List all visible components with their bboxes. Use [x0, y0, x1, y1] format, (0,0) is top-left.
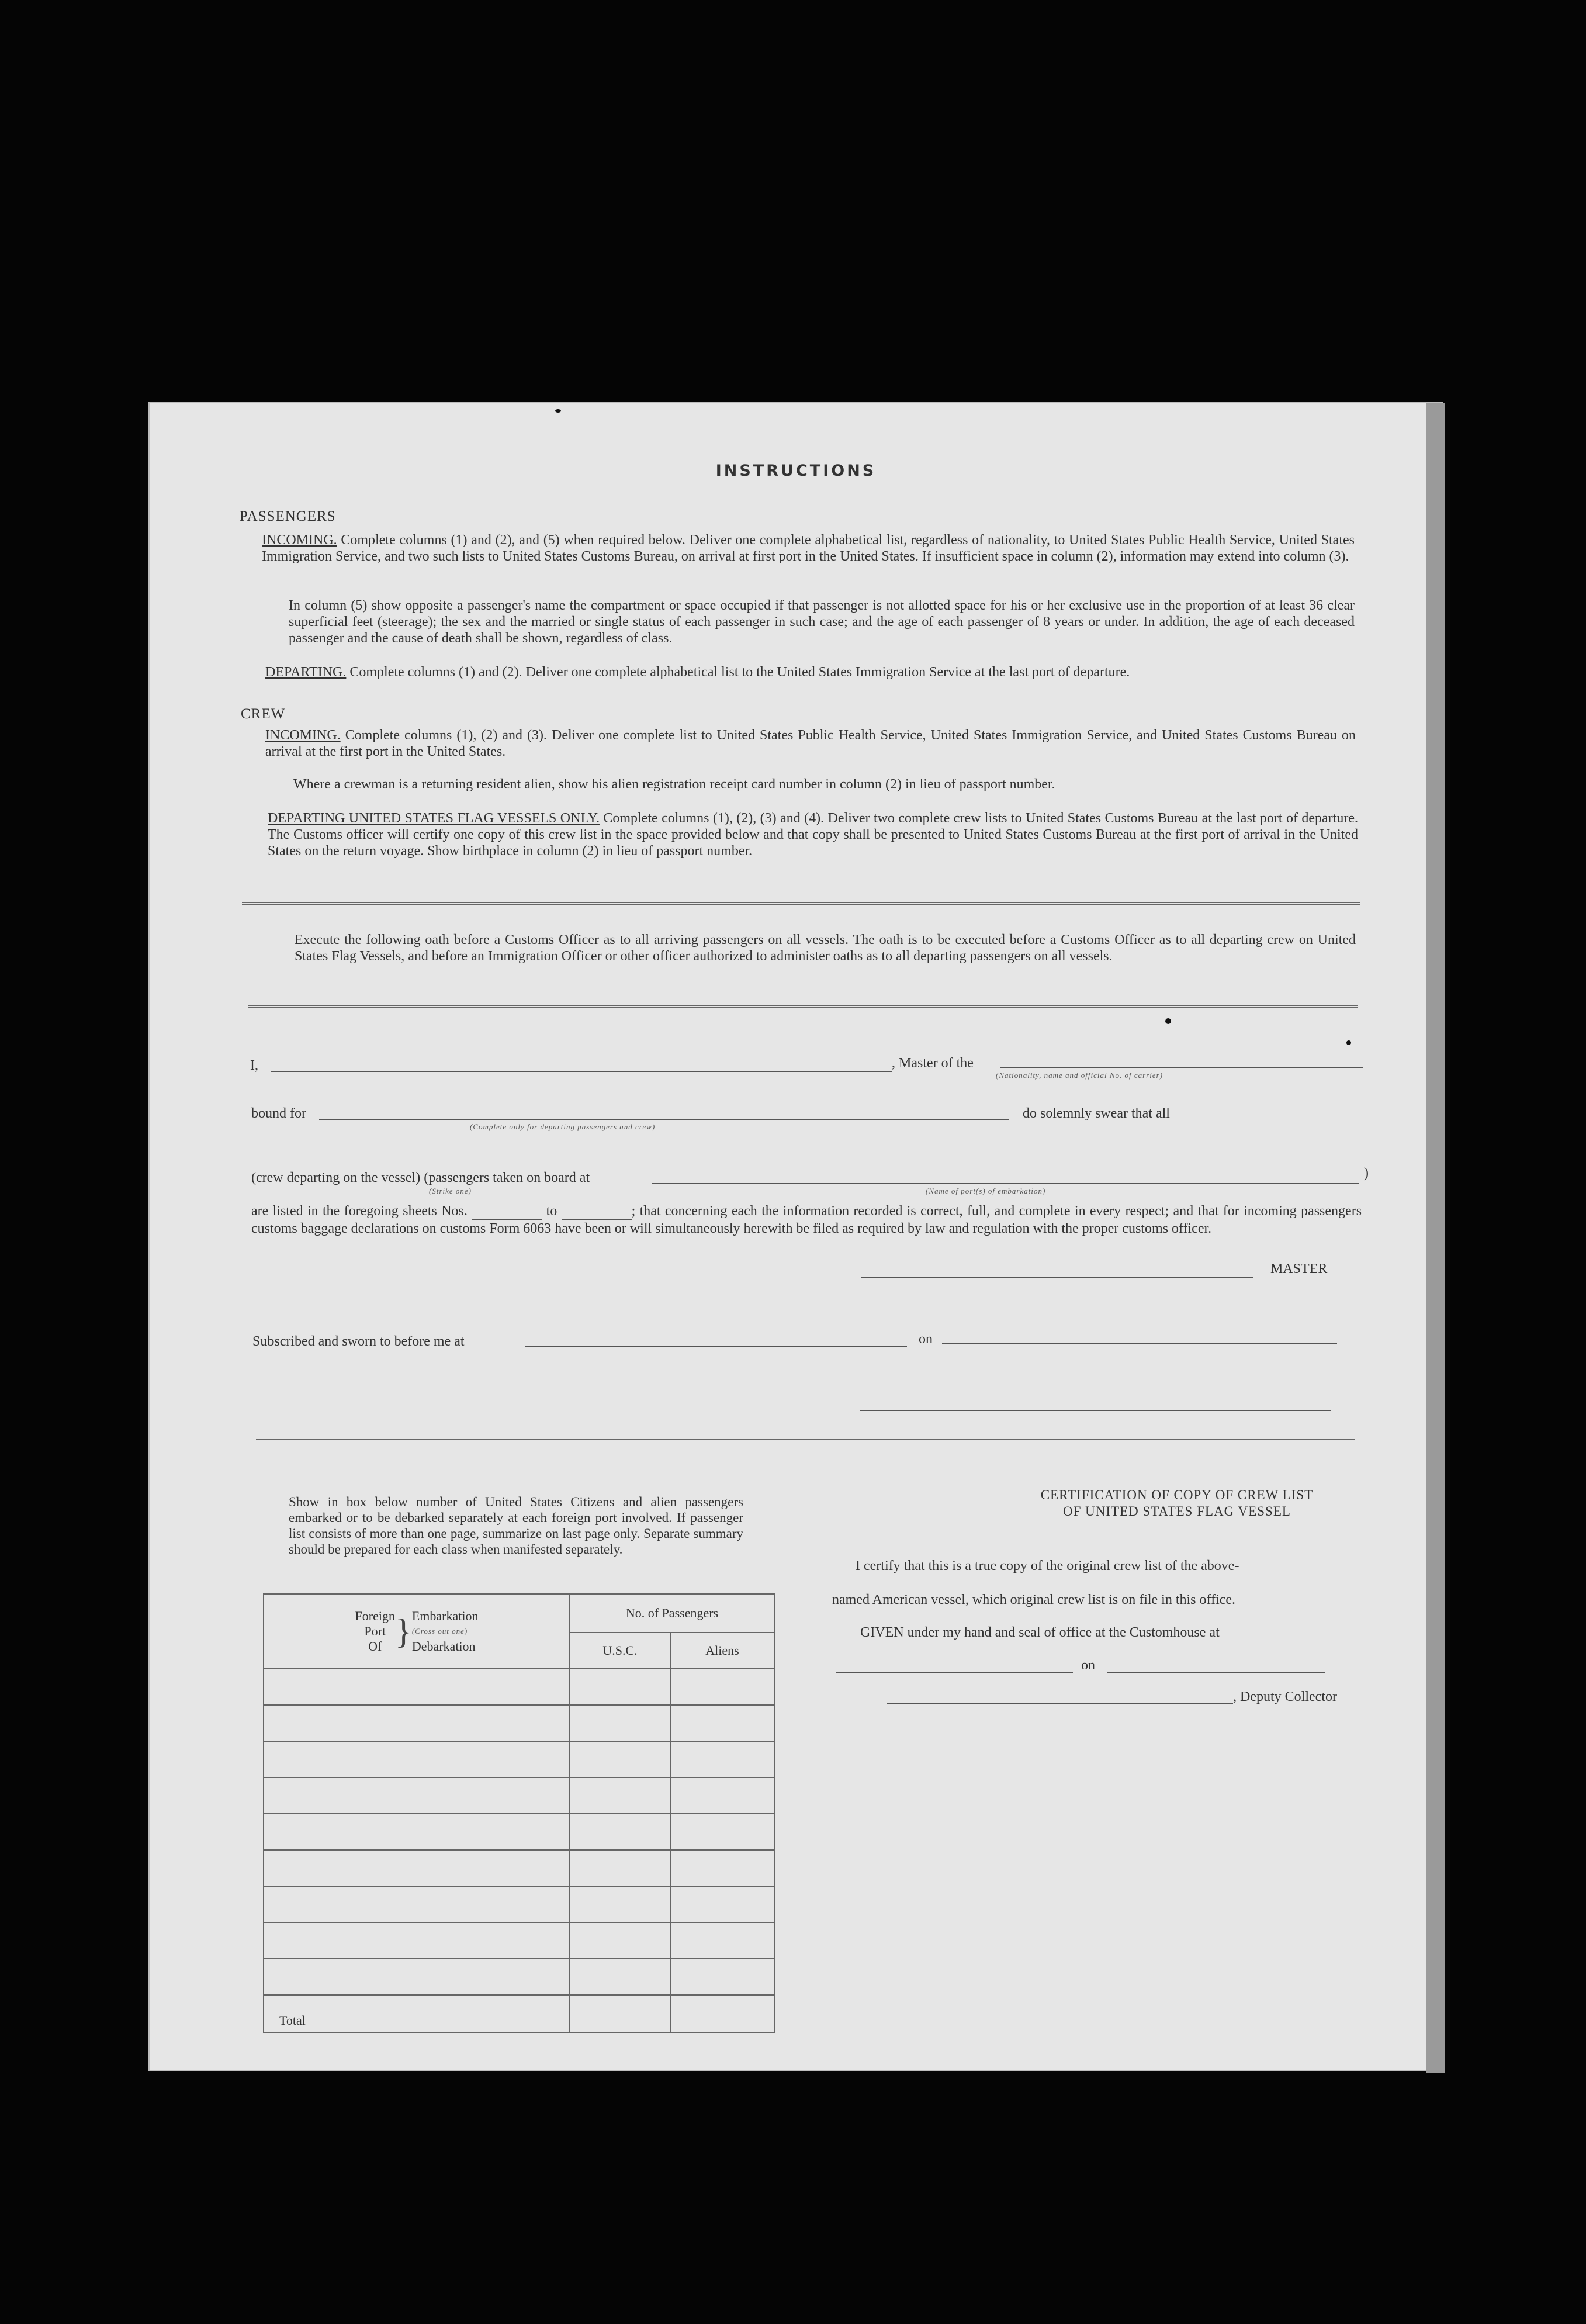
passengers-column5-paragraph: In column (5) show opposite a passenger's name the compartment or space occupied if that passenger is not allotted space for his or her exclusive use in the proportion of at least 36 clear superficial feet (steerage); the sex and the married or single status of each passenger in such case; and the age of each passenger of 8 years or under. In addition, the age of each deceased passenger and the cause of death shall be shown, regardless of class. — [289, 598, 1355, 646]
carrier-field[interactable] — [1000, 1067, 1363, 1068]
concerning-text: ; that concerning each the information recorded is correct, full, and complete in every respect; and that for incoming passengers customs baggage declarations on customs Form 6063 have been or will simultaneously herewith be filed as required by law and regulation with the proper customs officer. — [251, 1204, 1362, 1236]
usc-cell[interactable] — [570, 1669, 670, 1705]
embark-debark-label — [412, 1609, 479, 1654]
aliens-cell[interactable] — [670, 1814, 774, 1850]
usc-cell[interactable] — [570, 1959, 670, 1995]
crew-departing-text: Complete columns (1), (2), (3) and (4). Deliver two complete crew lists to United States Customs Bureau at the last port of departure. The Customs officer will certify one copy of this crew list in the space provided below and that copy shall be presented to United States Customs Bureau at the first port of arrival in the United States on the return voyage. Show birthplace in column (2) in lieu of passport number. — [268, 811, 1358, 859]
port-cell[interactable] — [264, 1922, 570, 1959]
sheet-to-field[interactable] — [562, 1203, 632, 1220]
listed-text: are listed in the foregoing sheets Nos. — [251, 1204, 468, 1219]
certification-heading-line-2: OF UNITED STATES FLAG VESSEL — [1063, 1504, 1291, 1519]
no-of-passengers-header: No. of Passengers — [570, 1594, 774, 1633]
officer-signature-field[interactable] — [860, 1410, 1331, 1411]
foreign-port-of-label — [355, 1609, 395, 1654]
deputy-collector-label: , Deputy Collector — [1233, 1689, 1337, 1704]
usc-cell[interactable] — [570, 1814, 670, 1850]
crew-departing-label: DEPARTING UNITED STATES FLAG VESSELS ONLY. — [268, 811, 600, 826]
aliens-cell[interactable] — [670, 1922, 774, 1959]
port-header-cell — [264, 1594, 570, 1669]
port-caption: (Name of port(s) of embarkation) — [926, 1187, 1046, 1195]
usc-header: U.S.C. — [570, 1633, 670, 1669]
foreign-word: Foreign — [355, 1609, 395, 1624]
port-cell[interactable] — [264, 1814, 570, 1850]
port-cell[interactable] — [264, 1886, 570, 1922]
passengers-incoming-text: Complete columns (1) and (2), and (5) when required below. Deliver one complete alphabetical list, regardless of nationality, to United States Public Health Service, United States Immigration Service, and two such lists to United States Customs Bureau, on arrival at first port in the United States. If insufficient space in column (2), information may extend into column (3). — [262, 532, 1355, 564]
sheet-from-field[interactable] — [472, 1203, 542, 1220]
form-page — [148, 402, 1443, 2071]
port-word: Port — [364, 1624, 386, 1639]
master-of-label: , Master of the — [892, 1056, 974, 1071]
usc-cell[interactable] — [570, 1777, 670, 1814]
aliens-cell[interactable] — [670, 1669, 774, 1705]
certification-date-field[interactable] — [1107, 1672, 1325, 1673]
crew-incoming-text: Complete columns (1), (2) and (3). Deliver one complete list to United States Public Health Service, United States Immigration Service, and United States Customs Bureau on arrival at the first port in the United States. — [265, 728, 1356, 759]
certify-text-1: I certify that this is a true copy of the original crew list of the above- — [856, 1558, 1239, 1573]
usc-cell[interactable] — [570, 1886, 670, 1922]
of-word: Of — [368, 1639, 382, 1654]
oath-intro: Execute the following oath before a Customs Officer as to all arriving passengers on all vessels. The oath is to be executed before a Customs Officer as to all departing crew on United States Flag Vessels, and before an Immigration Officer or other officer authorized to administer oaths as to all departing passengers on all vessels. — [295, 932, 1356, 964]
usc-cell[interactable] — [570, 1705, 670, 1741]
oath-divider — [248, 1005, 1358, 1008]
aliens-cell[interactable] — [670, 1850, 774, 1886]
certify-text-2: named American vessel, which original crew list is on file in this office. — [832, 1592, 1236, 1607]
lower-divider — [256, 1439, 1355, 1441]
section-divider — [242, 902, 1360, 905]
subscribed-text: Subscribed and sworn to before me at — [252, 1334, 465, 1349]
scan-speck — [555, 409, 561, 413]
aliens-total-cell[interactable] — [670, 1995, 774, 2032]
aliens-cell[interactable] — [670, 1959, 774, 1995]
bound-for-label: bound for — [251, 1106, 306, 1121]
passenger-summary-table — [263, 1593, 775, 2033]
listed-paragraph — [251, 1203, 1362, 1237]
usc-cell[interactable] — [570, 1741, 670, 1777]
scan-speck — [1165, 1018, 1171, 1024]
passengers-departing-paragraph — [265, 664, 1358, 680]
port-cell[interactable] — [264, 1777, 570, 1814]
embarkation-port-field[interactable] — [652, 1183, 1359, 1184]
bound-for-caption: (Complete only for departing passengers and crew) — [470, 1122, 656, 1131]
usc-cell[interactable] — [570, 1922, 670, 1959]
aliens-header: Aliens — [670, 1633, 774, 1669]
aliens-cell[interactable] — [670, 1741, 774, 1777]
total-label: Total — [264, 1995, 570, 2032]
port-cell[interactable] — [264, 1669, 570, 1705]
page-edge — [1426, 403, 1445, 2073]
deputy-signature-field[interactable] — [887, 1703, 1233, 1704]
oath-i-label: I, — [250, 1058, 258, 1073]
master-label: MASTER — [1270, 1261, 1328, 1277]
crew-departing-paragraph — [268, 810, 1358, 859]
bound-for-field[interactable] — [319, 1119, 1009, 1120]
given-text: GIVEN under my hand and seal of office at the Customhouse at — [860, 1625, 1220, 1640]
passengers-incoming-paragraph — [262, 532, 1355, 565]
passengers-departing-label: DEPARTING. — [265, 665, 347, 680]
port-cell[interactable] — [264, 1705, 570, 1741]
brace-icon: } — [395, 1612, 412, 1651]
strike-caption: (Strike one) — [429, 1187, 472, 1195]
port-cell[interactable] — [264, 1959, 570, 1995]
passengers-departing-text: Complete columns (1) and (2). Deliver one complete alphabetical list to the United States Immigration Service at the last port of departure. — [349, 665, 1130, 680]
cross-out-caption: (Cross out one) — [411, 1627, 468, 1636]
crew-departing-text: (crew departing on the vessel) (passengers taken on board at — [251, 1170, 590, 1185]
to-text: to — [546, 1204, 557, 1219]
customhouse-field[interactable] — [836, 1672, 1073, 1673]
aliens-cell[interactable] — [670, 1886, 774, 1922]
scan-speck — [1346, 1040, 1351, 1045]
crew-resident-paragraph: Where a crewman is a returning resident alien, show his alien registration receipt card number in column (2) in lieu of passport number. — [293, 777, 1055, 792]
summary-instructions: Show in box below number of United States Citizens and alien passengers embarked or to be debarked separately at each foreign port involved. If passenger list consists of more than one page, summarize on last page only. Separate summary should be prepared for each class when manifested separately. — [289, 1495, 743, 1557]
subscribed-date-field[interactable] — [942, 1343, 1337, 1344]
embarkation-word: Embarkation — [411, 1609, 479, 1624]
passengers-incoming-label: INCOMING. — [262, 532, 337, 548]
certification-heading — [914, 1487, 1440, 1520]
crew-incoming-paragraph — [265, 727, 1356, 760]
master-signature-field[interactable] — [861, 1277, 1253, 1278]
certification-on-label: on — [1081, 1658, 1095, 1673]
port-cell[interactable] — [264, 1741, 570, 1777]
subscribed-on-label: on — [919, 1332, 933, 1347]
master-name-field[interactable] — [271, 1071, 892, 1072]
usc-cell[interactable] — [570, 1850, 670, 1886]
crew-incoming-label: INCOMING. — [265, 728, 341, 743]
page-title: INSTRUCTIONS — [715, 462, 877, 480]
certification-heading-line-1: CERTIFICATION OF COPY OF CREW LIST — [1040, 1488, 1314, 1502]
crew-heading: CREW — [241, 706, 286, 722]
carrier-caption: (Nationality, name and official No. of carrier) — [996, 1071, 1163, 1080]
aliens-cell[interactable] — [670, 1705, 774, 1741]
aliens-cell[interactable] — [670, 1777, 774, 1814]
debarkation-word: Debarkation — [411, 1639, 476, 1654]
usc-total-cell[interactable] — [570, 1995, 670, 2032]
passengers-heading: PASSENGERS — [240, 509, 336, 524]
close-paren: ) — [1364, 1166, 1369, 1181]
subscribed-place-field[interactable] — [525, 1346, 907, 1347]
swear-text: do solemnly swear that all — [1023, 1106, 1170, 1121]
port-cell[interactable] — [264, 1850, 570, 1886]
